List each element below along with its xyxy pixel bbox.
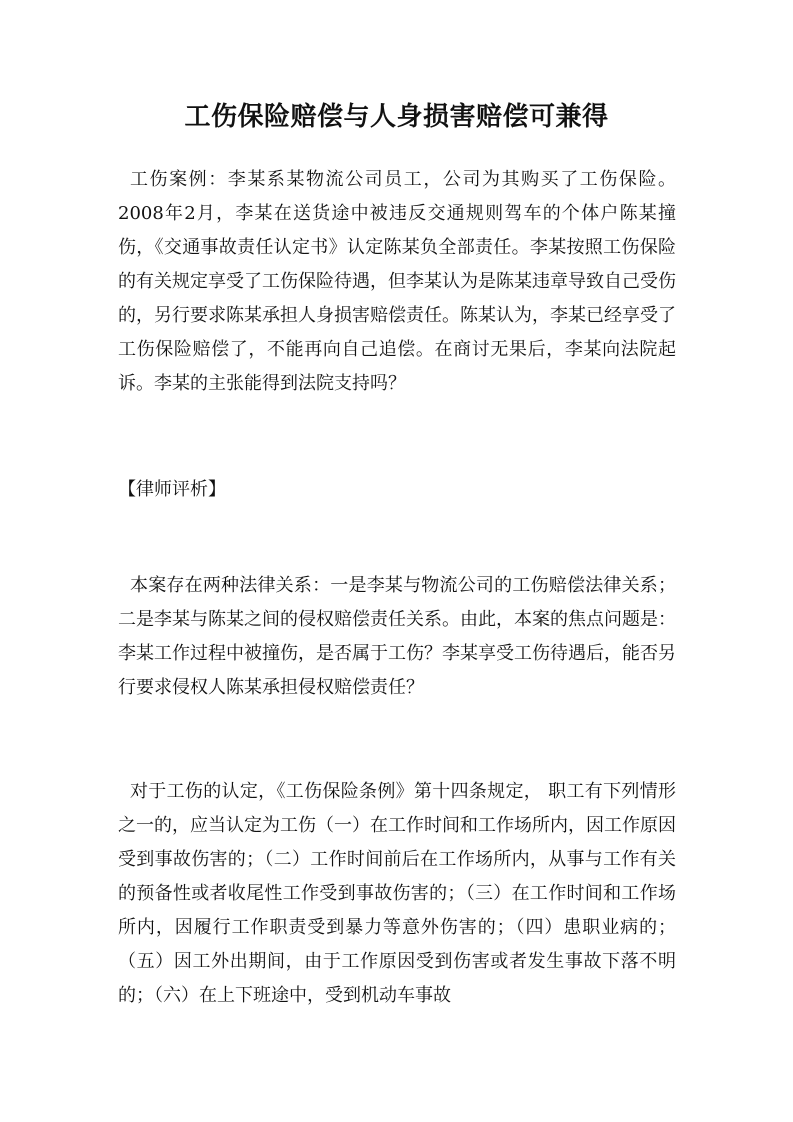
document-body	[118, 163, 676, 1013]
lawyer-analysis-heading: 【律师评析】	[118, 479, 226, 500]
document-title: 工伤保险赔偿与人身损害赔偿可兼得	[184, 102, 609, 132]
analysis-paragraph: 本案存在两种法律关系：一是李某与物流公司的工伤赔偿法律关系；二是李某与陈某之间的侵权赔偿责任关系。由此，本案的焦点问题是：李某工作过程中被撞伤，是否属于工伤？李某享受工伤待遇后，能否另行要求侵权人陈某承担侵权赔偿责任？	[118, 575, 676, 698]
case-paragraph: 工伤案例：李某系某物流公司员工，公司为其购买了工伤保险。2008年2月，李某在送货途中被违反交通规则驾车的个体户陈某撞伤，《交通事故责任认定书》认定陈某负全部责任。李某按照工伤保险的有关规定享受了工伤保险待遇，但李某认为是陈某违章导致自己受伤的，另行要求陈某承担人身损害赔偿责任。陈某认为，李某已经享受了工伤保险赔偿了，不能再向自己追偿。在商讨无果后，李某向法院起诉。李某的主张能得到法院支持吗？	[118, 169, 676, 394]
paragraph-spacer	[118, 705, 676, 775]
regulation-paragraph: 对于工伤的认定，《工伤保险条例》第十四条规定， 职工有下列情形之一的，应当认定为工伤（一）在工作时间和工作场所内，因工作原因受到事故伤害的；（二）工作时间前后在工作场所内，从事与工作有关的预备性或者收尾性工作受到事故伤害的；（三）在工作时间和工作场所内，因履行工作职责受到暴力等意外伤害的；（四）患职业病的；（五）因工外出期间，由于工作原因受到伤害或者发生事故下落不明的；（六）在上下班途中，受到机动车事故	[118, 781, 676, 1006]
paragraph-spacer	[118, 507, 676, 569]
paragraph-spacer	[118, 401, 676, 473]
